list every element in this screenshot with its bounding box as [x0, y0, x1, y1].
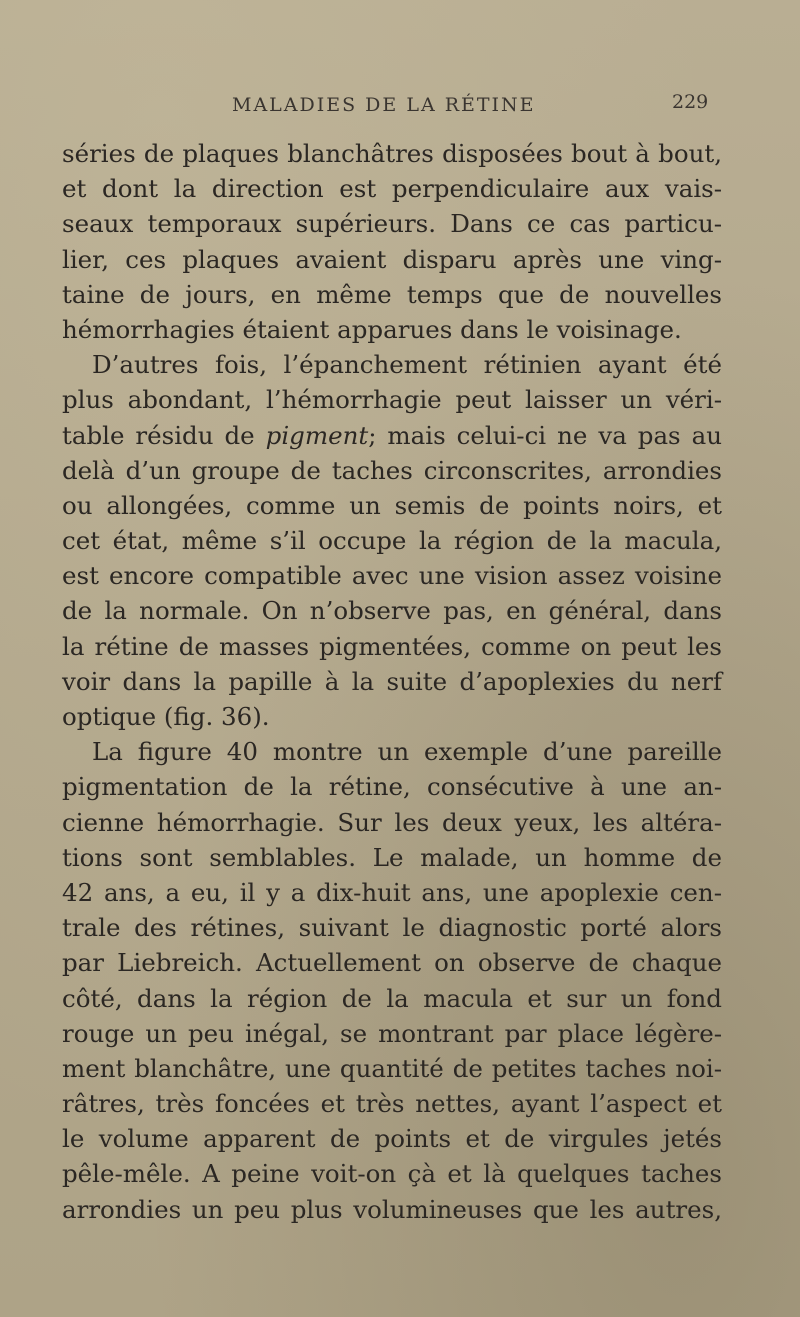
page-header — [0, 88, 800, 124]
text-line: rouge un peu inégal, se montrant par place légère- — [62, 1018, 722, 1048]
text-line: par Liebreich. Actuellement on observe de chaque — [62, 948, 722, 978]
text-line: côté, dans la région de la macula et sur un fond — [62, 983, 722, 1013]
text-line: seaux temporaux supérieurs. Dans ce cas particu- — [62, 209, 722, 239]
text-line: La figure 40 montre un exemple d’une pareille — [92, 737, 722, 767]
text-line: séries de plaques blanchâtres disposées bout à bout, — [62, 139, 722, 168]
text-line: tions sont semblables. Le malade, un homme de — [62, 842, 722, 872]
text-line: taine de jours, en même temps que de nouvelles — [62, 279, 722, 309]
text-line: pigmentation de la rétine, consécutive à une an- — [62, 772, 722, 802]
text-line: de la normale. On n’observe pas, en général, dans — [62, 596, 722, 626]
text-line: le volume apparent de points et de virgules jetés — [62, 1124, 722, 1154]
text-line: trale des rétines, suivant le diagnostic porté alors — [62, 913, 722, 943]
text-line: pêle-mêle. A peine voit-on çà et là quelques taches — [62, 1159, 722, 1189]
text-segment: table résidu de — [62, 420, 266, 450]
text-line: ment blanchâtre, une quantité de petites taches noi- — [62, 1053, 722, 1083]
text-line: voir dans la papille à la suite d’apoplexies du nerf — [62, 666, 722, 696]
text-line — [62, 418, 722, 453]
text-line: lier, ces plaques avaient disparu après une ving- — [62, 244, 722, 274]
text-line: est encore compatible avec une vision assez voisine — [62, 561, 722, 591]
text-line: hémorrhagies étaient apparues dans le voisinage. — [62, 314, 682, 344]
text-line: delà d’un groupe de taches circonscrites, arrondies — [62, 455, 722, 485]
text-line: la rétine de masses pigmentées, comme on peut les — [62, 631, 722, 661]
italic-term: pigment — [265, 420, 369, 450]
text-line: D’autres fois, l’épanchement rétinien ayant été — [92, 350, 722, 380]
body-text — [62, 136, 722, 1227]
page-number: 229 — [672, 91, 709, 113]
text-segment: ; mais celui-ci ne va pas au — [368, 420, 722, 450]
text-line: optique (fig. 36). — [62, 702, 270, 731]
text-line: râtres, très foncées et très nettes, ayant l’aspect et — [62, 1089, 722, 1119]
running-title: MALADIES DE LA RÉTINE — [232, 94, 536, 116]
text-line: plus abondant, l’hémorrhagie peut laisser un véri- — [62, 385, 722, 415]
text-line: et dont la direction est perpendiculaire aux vais- — [62, 174, 722, 204]
text-line: cienne hémorrhagie. Sur les deux yeux, les altéra- — [62, 807, 722, 837]
text-line: cet état, même s’il occupe la région de la macula, — [62, 526, 722, 556]
text-line: arrondies un peu plus volumineuses que les autres, — [62, 1194, 722, 1224]
text-line: ou allongées, comme un semis de points noirs, et — [62, 490, 722, 520]
text-line: 42 ans, a eu, il y a dix-huit ans, une apoplexie cen- — [62, 877, 722, 907]
